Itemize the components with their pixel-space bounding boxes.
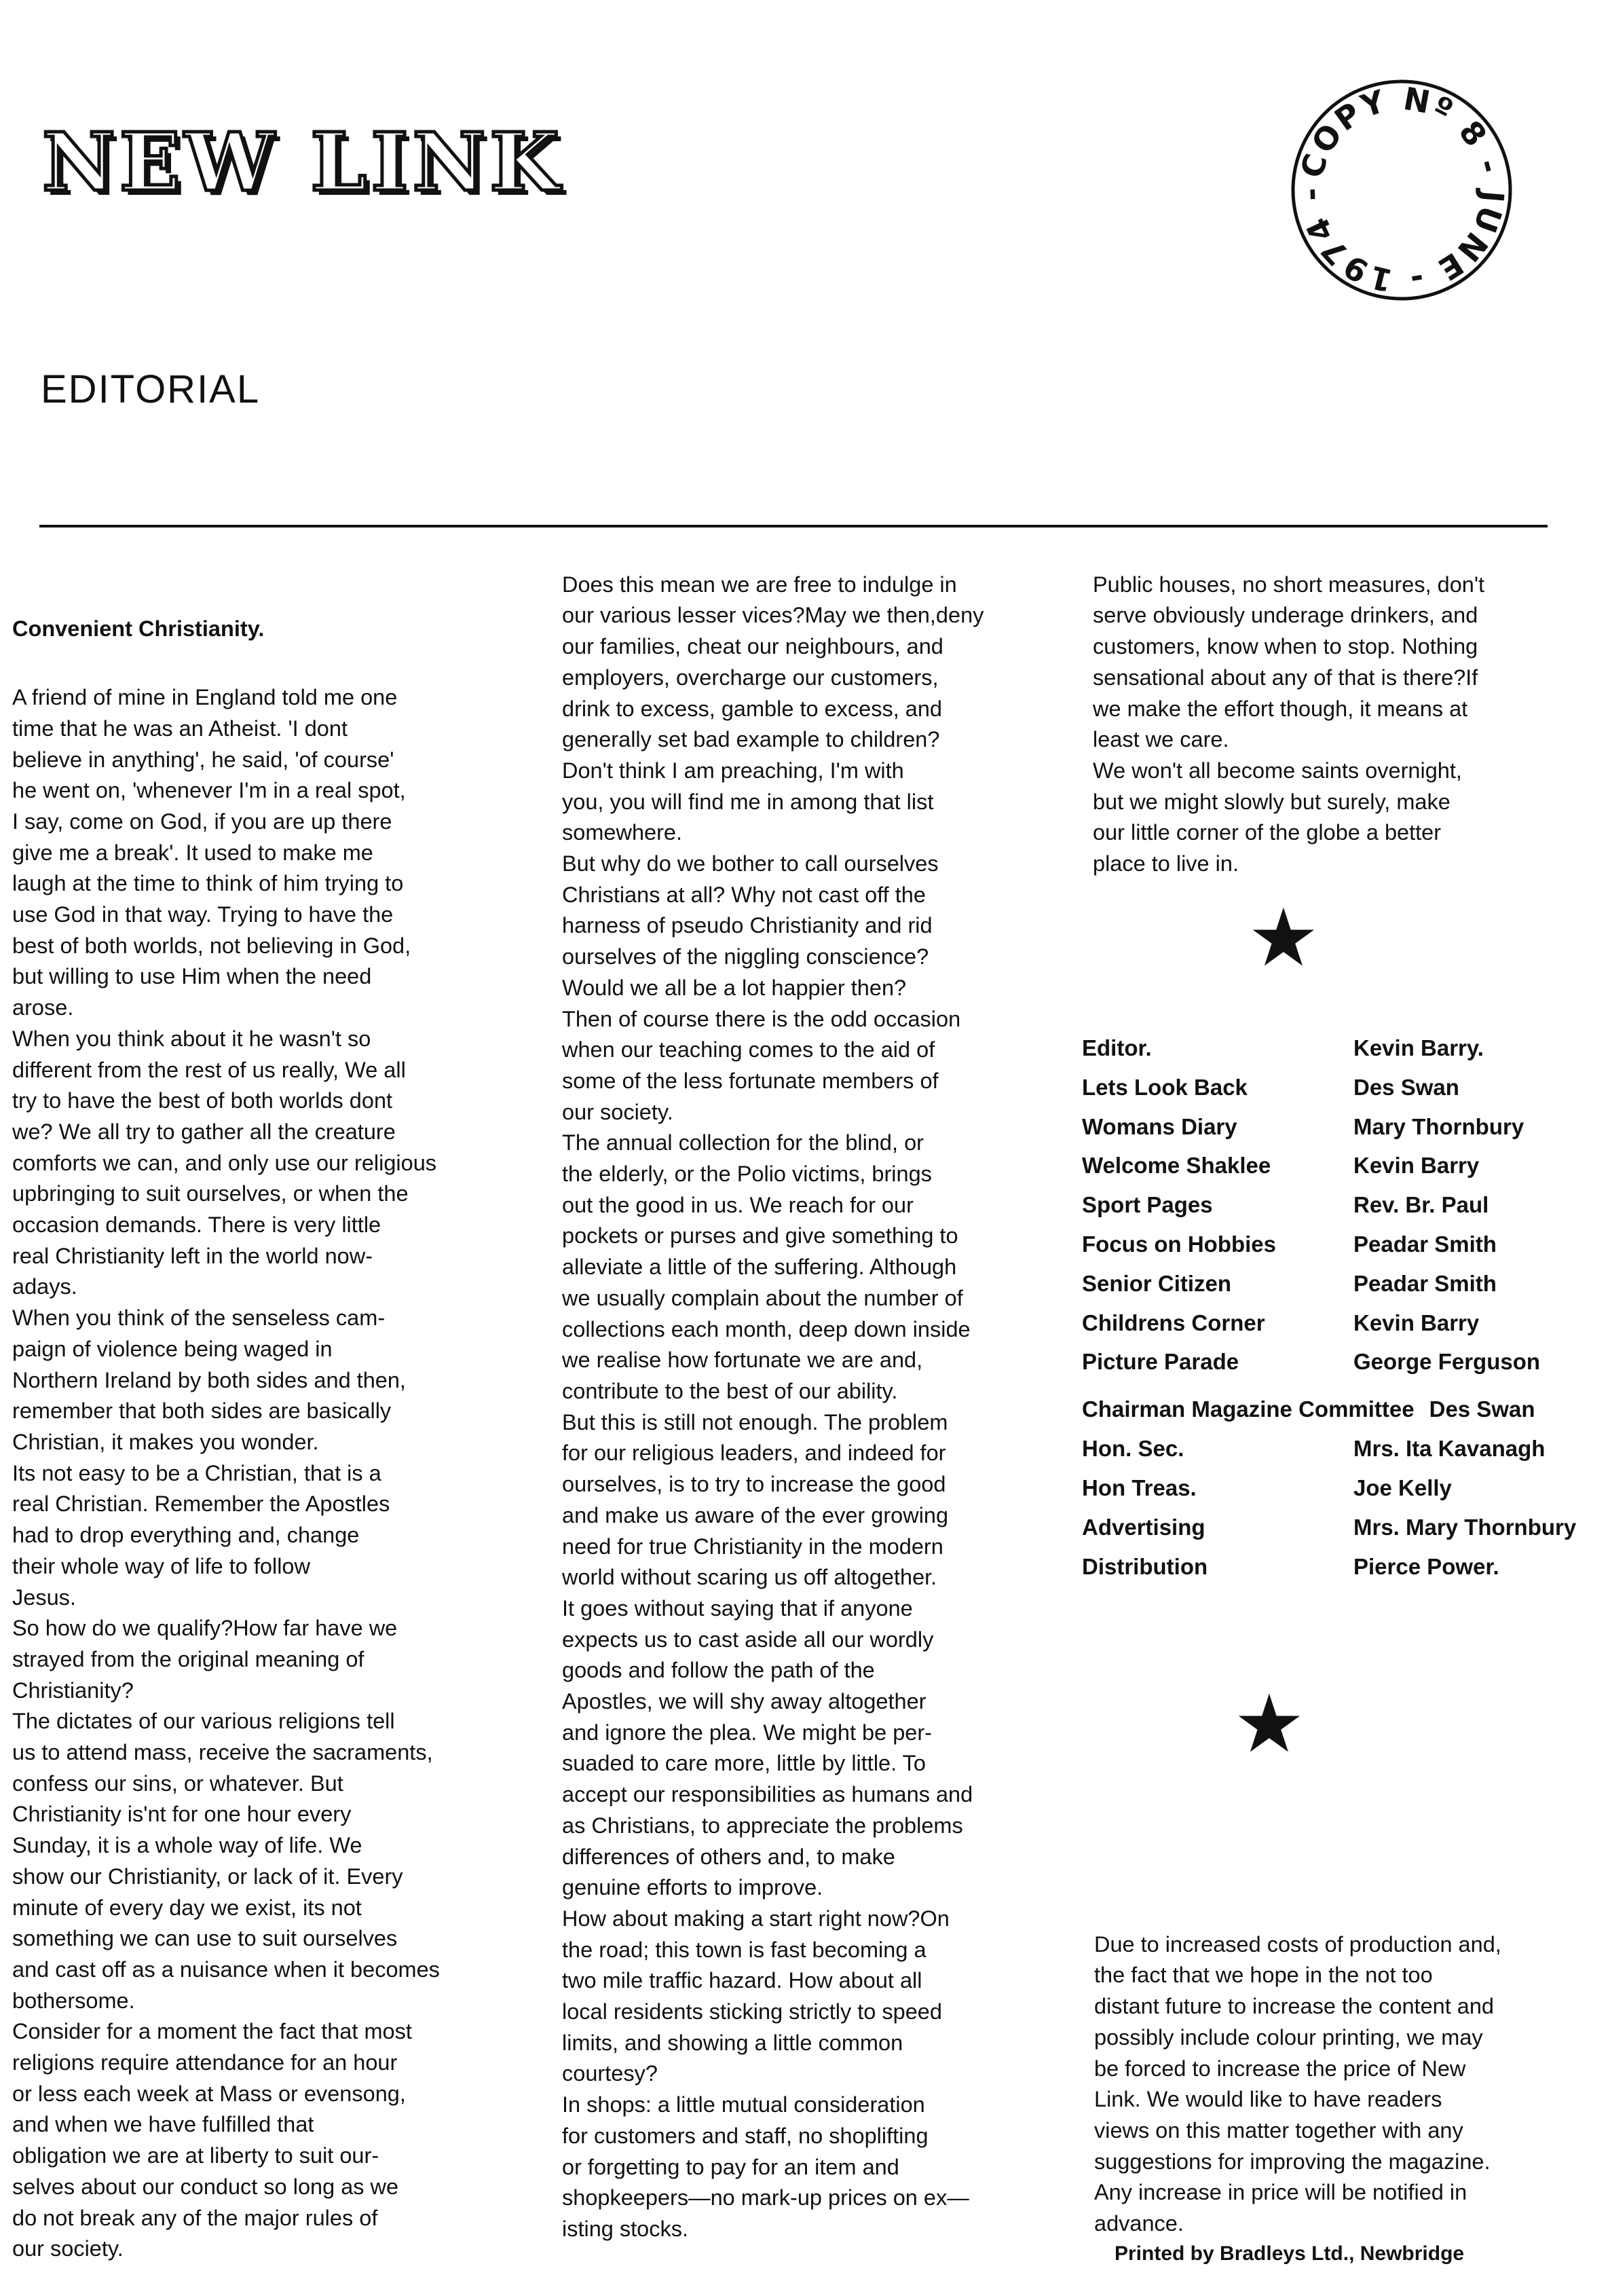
credit-name: Kevin Barry — [1353, 1310, 1480, 1335]
credit-role: Focus on Hobbies — [1082, 1231, 1277, 1257]
printer-credit: Printed by Bradleys Ltd., Newbridge — [1115, 2242, 1465, 2265]
credit-row — [1082, 1035, 1598, 1075]
committee-chair-name: Des Swan — [1429, 1396, 1535, 1422]
credit-role: Senior Citizen — [1082, 1270, 1232, 1296]
star-icon: ★ — [1233, 1677, 1305, 1771]
credit-role: Childrens Corner — [1082, 1310, 1265, 1335]
credit-name: Rev. Br. Paul — [1353, 1192, 1489, 1218]
credit-name: Kevin Barry. — [1353, 1035, 1484, 1060]
credit-row — [1082, 1232, 1598, 1271]
star-icon: ★ — [1248, 891, 1319, 984]
editorial-column-3 — [1093, 538, 1581, 910]
price-notice-text: Due to increased costs of production and, the fact that we hope in the not too distant future to increase the content and possibly include colour printing, we may be forced to increase the price of New Link. We would like to have readers views on this matter together with any suggestions for improving the magazine. Any increase in price will be notified in advance. — [1094, 1931, 1501, 2236]
credit-name: Joe Kelly — [1353, 1475, 1452, 1500]
committee-chair-row — [1082, 1396, 1598, 1436]
committee-list — [1082, 1436, 1598, 1593]
credit-role: Advertising — [1082, 1514, 1205, 1540]
credit-role: Womans Diary — [1082, 1113, 1237, 1139]
column-3-text: Public houses, no short measures, don't serve obviously underage drinkers, and customers, know when to stop. Nothing sensational about any of that is there?If we make the effort though, it means at least we care. We won't all become saints overnight, but we might slowly but surely, make our little corner of the globe a better place to live in. — [1093, 572, 1485, 876]
price-notice — [1094, 1898, 1583, 2270]
credit-role: Picture Parade — [1082, 1349, 1239, 1375]
credit-name: Pierce Power. — [1353, 1553, 1499, 1579]
stamp-text: COPY Nº 8 - JUNE - 1974 - — [1292, 79, 1512, 300]
credit-name: George Ferguson — [1353, 1349, 1541, 1375]
credit-row — [1082, 1271, 1598, 1310]
credit-row — [1082, 1075, 1598, 1114]
credit-name: Peadar Smith — [1353, 1231, 1497, 1257]
masthead-title: NEW LINK — [42, 115, 563, 209]
credit-role: Editor. — [1082, 1035, 1152, 1060]
credit-name: Mrs. Ita Kavanagh — [1353, 1436, 1546, 1462]
credit-role: Welcome Shaklee — [1082, 1153, 1271, 1179]
column-2-text: Does this mean we are free to indulge in our various lesser vices?May we then,deny our families, cheat our neighbours, and employers, overcharge our customers, drink to excess, gamble to excess, and generally set bad example to children? Don't think I am preaching, I'm with you, you will find me in among that list somewhere. But why do we bother to call ourselves Christians at all? Why not cast off the harness of pseudo Christianity and rid ourselves of the niggling conscience? Would we all be a lot happier then? Then of course there is the odd occasion when our teaching comes to the aid of some of the less fortunate members of our society. The annual collection for the blind, or the elderly, or the Polio victims, brings out the good in us. We reach for our pockets or purses and give something to alleviate a little of the suffering. Although we usually complain about the number of collections each month, deep down inside we realise how fortunate we are and, contribute to the best of our ability. But this is still not enough. The problem for our religious leaders, and indeed for ourselves, is to try to increase the good and make us aware of the ever growing need for true Christianity in the modern world without scaring us off altogether. It goes without saying that if anyone expects us to cast aside all our wordly goods and follow the path of the Apostles, we will shy away altogether and ignore the plea. We might be per- suaded to care more, little by little. To accept our responsibilities as humans and as Christians, to appreciate the problems differences of others and, to make genuine efforts to improve. How about making a start right now?On the road; this town is fast becoming a two mile traffic hazard. How about all local residents sticking strictly to speed limits, and showing a little common courtesy? In shops: a little mutual consideration for customers and staff, no shoplifting or forgetting to pay for an item and shopkeepers—no mark-up prices on ex— isting stocks. — [562, 572, 984, 2241]
credit-row — [1082, 1310, 1598, 1350]
credit-row — [1082, 1192, 1598, 1232]
committee-chair-role: Chairman Magazine Committee — [1082, 1396, 1415, 1422]
credit-role: Lets Look Back — [1082, 1074, 1248, 1100]
credit-role: Hon Treas. — [1082, 1475, 1197, 1500]
section-title: EDITORIAL — [41, 367, 261, 411]
credit-role: Hon. Sec. — [1082, 1436, 1184, 1462]
credit-row — [1082, 1436, 1598, 1475]
credit-role: Distribution — [1082, 1553, 1208, 1579]
editorial-column-1 — [12, 582, 538, 2296]
credit-name: Kevin Barry — [1353, 1153, 1480, 1179]
credit-row — [1082, 1349, 1598, 1388]
credit-row — [1082, 1475, 1598, 1515]
column-1-text: A friend of mine in England told me one time that he was an Atheist. 'I dont believe in anything', he said, 'of course' he went on, 'whenever I'm in a real spot, I say, come on God, if you are up there give me a break'. It used to make me laugh at the time to think of him trying to use God in that way. Trying to have the best of both worlds, not believing in God, but willing to use Him when the need arose. When you think about it he wasn't so different from the rest of us really, We all try to have the best of both worlds dont we? We all try to gather all the creature comforts we can, and only use our religious upbringing to suit ourselves, or when the occasion demands. There is very little real Christianity left in the world now- adays. When you think of the senseless cam- paign of violence being waged in Northern Ireland by both sides and then, remember that both sides are basically Christian, it makes you wonder. Its not easy to be a Christian, that is a real Christian. Remember the Apostles had to drop everything and, change their whole way of life to follow Jesus. So how do we qualify?How far have we strayed from the original meaning of Christianity? The dictates of our various religions tell us to attend mass, receive the sacraments, confess our sins, or whatever. But Christianity is'nt for one hour every Sunday, it is a whole way of life. We show our Christianity, or lack of it. Every minute of every day we exist, its not something we can use to suit ourselves and cast off as a nuisance when it becomes bothersome. Consider for a moment the fact that most religions require attendance for an hour or less each week at Mass or evensong, and when we have fulfilled that obligation we are at liberty to suit our- selves about our conduct so long as we do not break any of the major rules of our society. — [12, 685, 440, 2261]
credit-row — [1082, 1515, 1598, 1554]
credit-name: Peadar Smith — [1353, 1270, 1497, 1296]
staff-credits — [1082, 1035, 1598, 1593]
credit-row — [1082, 1114, 1598, 1153]
credit-role: Sport Pages — [1082, 1192, 1213, 1218]
divider-rule — [39, 525, 1548, 527]
credit-row — [1082, 1554, 1598, 1593]
article-heading: Convenient Christianity. — [12, 616, 265, 641]
credit-name: Mrs. Mary Thornbury — [1353, 1514, 1577, 1540]
copy-number-stamp — [1286, 75, 1517, 305]
credit-name: Mary Thornbury — [1353, 1113, 1524, 1139]
credit-row — [1082, 1153, 1598, 1192]
editorial-column-2 — [562, 538, 1064, 2276]
credit-name: Des Swan — [1353, 1074, 1459, 1100]
staff-list — [1082, 1035, 1598, 1388]
